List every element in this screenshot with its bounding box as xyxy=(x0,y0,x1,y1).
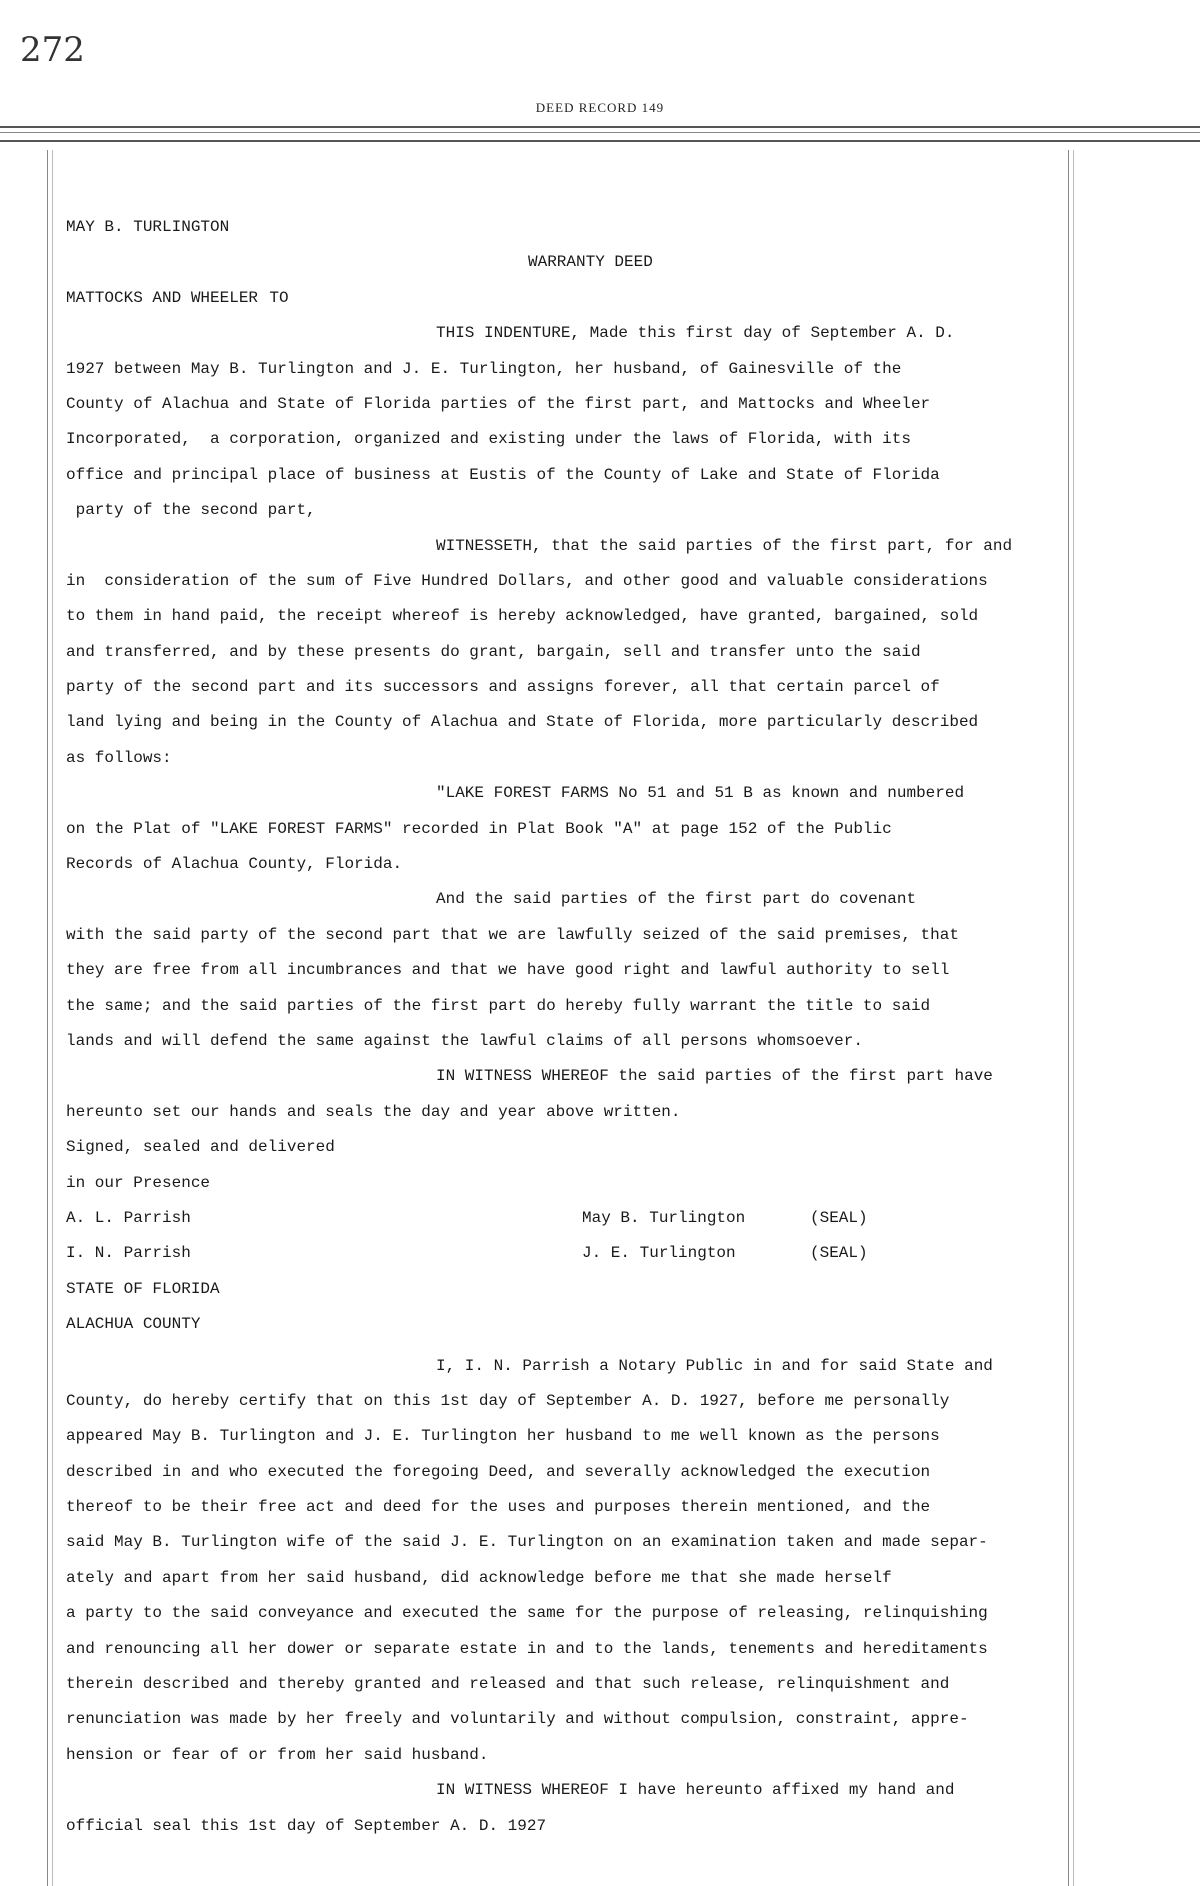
signer-name: May B. Turlington xyxy=(582,1208,746,1227)
deed-line: Signed, sealed and delivered xyxy=(66,1138,335,1157)
acknowledgment-line: I, I. N. Parrish a Notary Public in and for said State and xyxy=(436,1356,993,1375)
signer-name: J. E. Turlington xyxy=(582,1244,736,1263)
acknowledgment-line: IN WITNESS WHEREOF I have hereunto affixed my hand and xyxy=(436,1781,955,1800)
margin-line-left xyxy=(47,150,48,1886)
witness-name: A. L. Parrish xyxy=(66,1208,191,1227)
deed-line: Records of Alachua County, Florida. xyxy=(66,855,403,874)
deed-line: "LAKE FOREST FARMS No 51 and 51 B as known and numbered xyxy=(436,784,965,803)
grantee-name: MATTOCKS AND WHEELER xyxy=(66,288,259,307)
venue-county: ALACHUA COUNTY xyxy=(66,1315,201,1334)
deed-line: to them in hand paid, the receipt whereof is hereby acknowledged, have granted, bargained, sold xyxy=(66,607,979,626)
record-book-title: DEED RECORD 149 xyxy=(535,100,665,115)
deed-line: And the said parties of the first part do covenant xyxy=(436,890,917,909)
page-number: 272 xyxy=(20,30,85,70)
acknowledgment-line: thereof to be their free act and deed for the uses and purposes therein mentioned, and the xyxy=(66,1498,931,1517)
deed-line: hereunto set our hands and seals the day and year above written. xyxy=(66,1102,681,1121)
deed-line: THIS INDENTURE, Made this first day of September A. D. xyxy=(436,324,955,343)
deed-line: County of Alachua and State of Florida parties of the first part, and Mattocks and Wheeler xyxy=(66,394,931,413)
deed-line: they are free from all incumbrances and that we have good right and lawful authority to sell xyxy=(66,961,950,980)
signature-row xyxy=(66,1201,1096,1236)
deed-line: in our Presence xyxy=(66,1173,211,1192)
header-rule xyxy=(0,132,1200,133)
deed-line: Incorporated, a corporation, organized and existing under the laws of Florida, with its xyxy=(66,430,911,449)
deed-line: land lying and being in the County of Alachua and State of Florida, more particularly described xyxy=(66,713,979,732)
deed-line: WITNESSETH, that the said parties of the first part, for and xyxy=(436,536,1013,555)
margin-line-left xyxy=(52,150,53,1886)
deed-line: IN WITNESS WHEREOF the said parties of the first part have xyxy=(436,1067,993,1086)
acknowledgment-text xyxy=(66,1349,1096,1844)
deed-line: party of the second part, xyxy=(66,501,316,520)
deed-line: office and principal place of business at Eustis of the County of Lake and State of Florida xyxy=(66,465,940,484)
acknowledgment-line: described in and who executed the foregoing Deed, and severally acknowledged the execution xyxy=(66,1462,931,1481)
acknowledgment-line: official seal this 1st day of September A. D. 1927 xyxy=(66,1816,547,1835)
header-rule xyxy=(0,126,1200,128)
seal-mark: (SEAL) xyxy=(810,1208,868,1227)
grantor-name: MAY B. TURLINGTON xyxy=(66,218,230,236)
deed-line: in consideration of the sum of Five Hundred Dollars, and other good and valuable considerations xyxy=(66,571,988,590)
acknowledgment-line: ately and apart from her said husband, did acknowledge before me that she made herself xyxy=(66,1568,892,1587)
venue-state: STATE OF FLORIDA xyxy=(66,1279,220,1298)
acknowledgment-line: appeared May B. Turlington and J. E. Turlington her husband to me well known as the persons xyxy=(66,1427,940,1446)
acknowledgment-line: said May B. Turlington wife of the said J. E. Turlington on an examination taken and made separ- xyxy=(66,1533,988,1552)
deed-line: 1927 between May B. Turlington and J. E. Turlington, her husband, of Gainesville of the xyxy=(66,359,902,378)
deed-line: on the Plat of "LAKE FOREST FARMS" recorded in Plat Book "A" at page 152 of the Public xyxy=(66,819,892,838)
deed-line: as follows: xyxy=(66,748,172,767)
acknowledgment-line: County, do hereby certify that on this 1st day of September A. D. 1927, before me personally xyxy=(66,1391,950,1410)
acknowledgment-line: hension or fear of or from her said husband. xyxy=(66,1745,489,1764)
document-type-title: WARRANTY DEED xyxy=(528,253,653,272)
deed-line: lands and will defend the same against the lawful claims of all persons whomsoever. xyxy=(66,1031,863,1050)
deed-text xyxy=(66,316,1096,1201)
caption-to: TO xyxy=(269,288,289,307)
witness-name: I. N. Parrish xyxy=(66,1244,191,1263)
deed-line: with the said party of the second part that we are lawfully seized of the said premises, that xyxy=(66,925,959,944)
acknowledgment-line: renunciation was made by her freely and voluntarily and without compulsion, constraint, appre- xyxy=(66,1710,969,1729)
deed-body xyxy=(66,210,1096,1844)
acknowledgment-line: and renouncing all her dower or separate estate in and to the lands, tenements and hereditaments xyxy=(66,1639,988,1658)
signature-row xyxy=(66,1236,1096,1271)
acknowledgment-line: a party to the said conveyance and executed the same for the purpose of releasing, relinquishing xyxy=(66,1604,988,1623)
header-rule xyxy=(0,140,1200,142)
deed-line: the same; and the said parties of the first part do hereby fully warrant the title to said xyxy=(66,996,931,1015)
acknowledgment-line: therein described and thereby granted and released and that such release, relinquishment and xyxy=(66,1675,950,1694)
deed-line: party of the second part and its successors and assigns forever, all that certain parcel of xyxy=(66,678,940,697)
seal-mark: (SEAL) xyxy=(810,1244,868,1263)
deed-line: and transferred, and by these presents do grant, bargain, sell and transfer unto the said xyxy=(66,642,921,661)
